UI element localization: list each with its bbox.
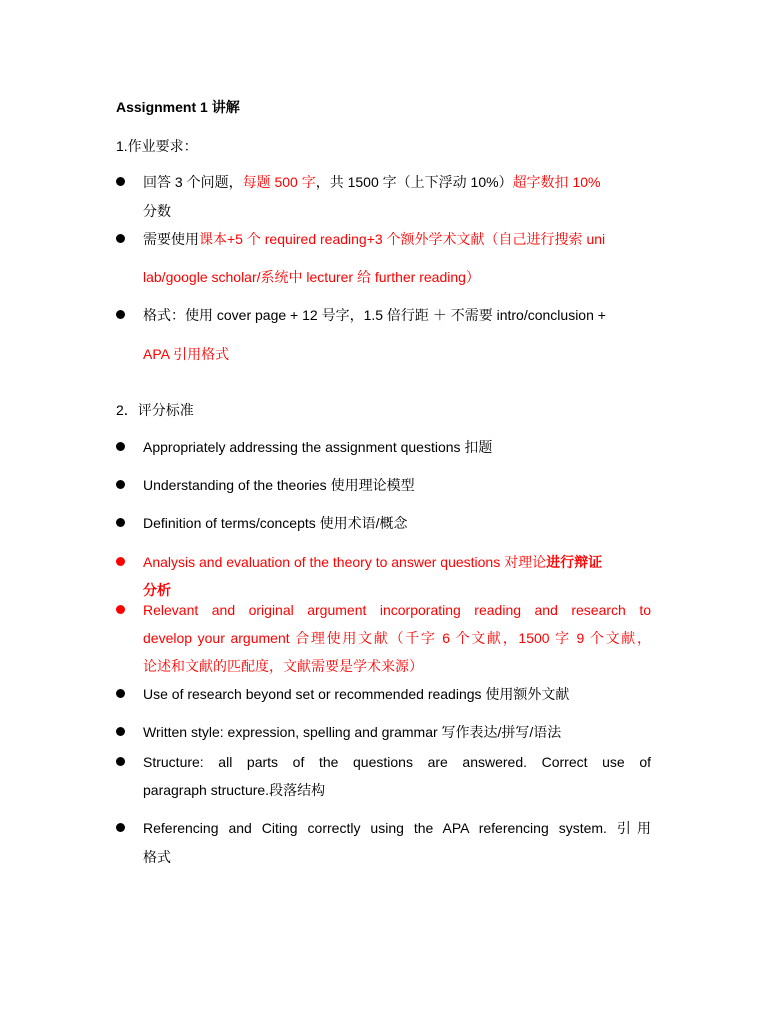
criterion-4-text-b: 进行辩证	[546, 554, 603, 570]
section-2-heading: 2．评分标准	[116, 402, 194, 418]
criterion-8-line-2: paragraph structure.段落结构	[143, 782, 326, 798]
bullet-icon	[116, 234, 125, 243]
requirement-item-3-line-2: APA 引用格式	[143, 346, 230, 362]
bullet-icon	[116, 757, 125, 766]
bullet-icon	[116, 442, 125, 451]
criterion-1: Appropriately addressing the assignment questions 扣题	[143, 439, 493, 455]
criterion-6: Use of research beyond set or recommended readings 使用额外文献	[143, 686, 570, 702]
requirement-1-text-a: 回答 3 个问题，	[143, 174, 243, 190]
criterion-4-line-1	[143, 553, 602, 571]
criterion-5-line-1: Relevant and original argument incorporating reading and research to	[143, 602, 651, 618]
criterion-2: Understanding of the theories 使用理论模型	[143, 477, 415, 493]
document-title: Assignment 1 讲解	[116, 99, 240, 115]
criterion-5-line-3: 论述和文献的匹配度，文献需要是学术来源）	[143, 658, 423, 674]
bullet-icon	[116, 605, 125, 614]
criterion-9-line-1: Referencing and Citing correctly using the APA referencing system. 引用	[143, 820, 651, 836]
requirement-1-text-d: 超字数扣 10%	[512, 174, 601, 190]
bullet-icon	[116, 689, 125, 698]
section-1-heading: 1.作业要求：	[116, 138, 198, 154]
criterion-9-line-2: 格式	[143, 849, 171, 865]
bullet-icon	[116, 727, 125, 736]
bullet-icon	[116, 518, 125, 527]
requirement-1-text-c: ，共 1500 字（上下浮动 10%）	[315, 174, 513, 190]
criterion-5-line-2: develop your argument 合理使用文献（千字 6 个文献，1500 字 9 个文献，	[143, 630, 651, 646]
criterion-4-line-2: 分析	[143, 582, 171, 598]
bullet-icon	[116, 310, 125, 319]
bullet-icon	[116, 823, 125, 832]
bullet-icon	[116, 557, 125, 566]
criterion-3: Definition of terms/concepts 使用术语/概念	[143, 515, 408, 531]
requirement-2-text-a: 需要使用	[143, 231, 199, 247]
requirement-item-2-line-2: lab/google scholar/系统中 lecturer 给 further reading）	[143, 269, 480, 285]
bullet-icon	[116, 177, 125, 186]
criterion-8-line-1: Structure: all parts of the questions are answered. Correct use of	[143, 754, 651, 770]
requirement-1-text-b: 每题 500 字	[242, 174, 316, 190]
requirement-item-1-line-2: 分数	[143, 203, 171, 219]
criterion-4-text-a: Analysis and evaluation of the theory to answer questions 对理论	[143, 554, 547, 570]
bullet-icon	[116, 480, 125, 489]
criterion-7: Written style: expression, spelling and grammar 写作表达/拼写/语法	[143, 724, 562, 740]
requirement-item-1-line-1	[143, 173, 600, 191]
requirement-item-3-line-1: 格式：使用 cover page + 12 号字，1.5 倍行距 ＋ 不需要 intro/conclusion +	[143, 307, 606, 323]
requirement-2-text-b: 课本+5 个 required reading+3 个额外学术文献（自己进行搜索 uni	[199, 231, 606, 247]
requirement-item-2-line-1	[143, 230, 605, 248]
